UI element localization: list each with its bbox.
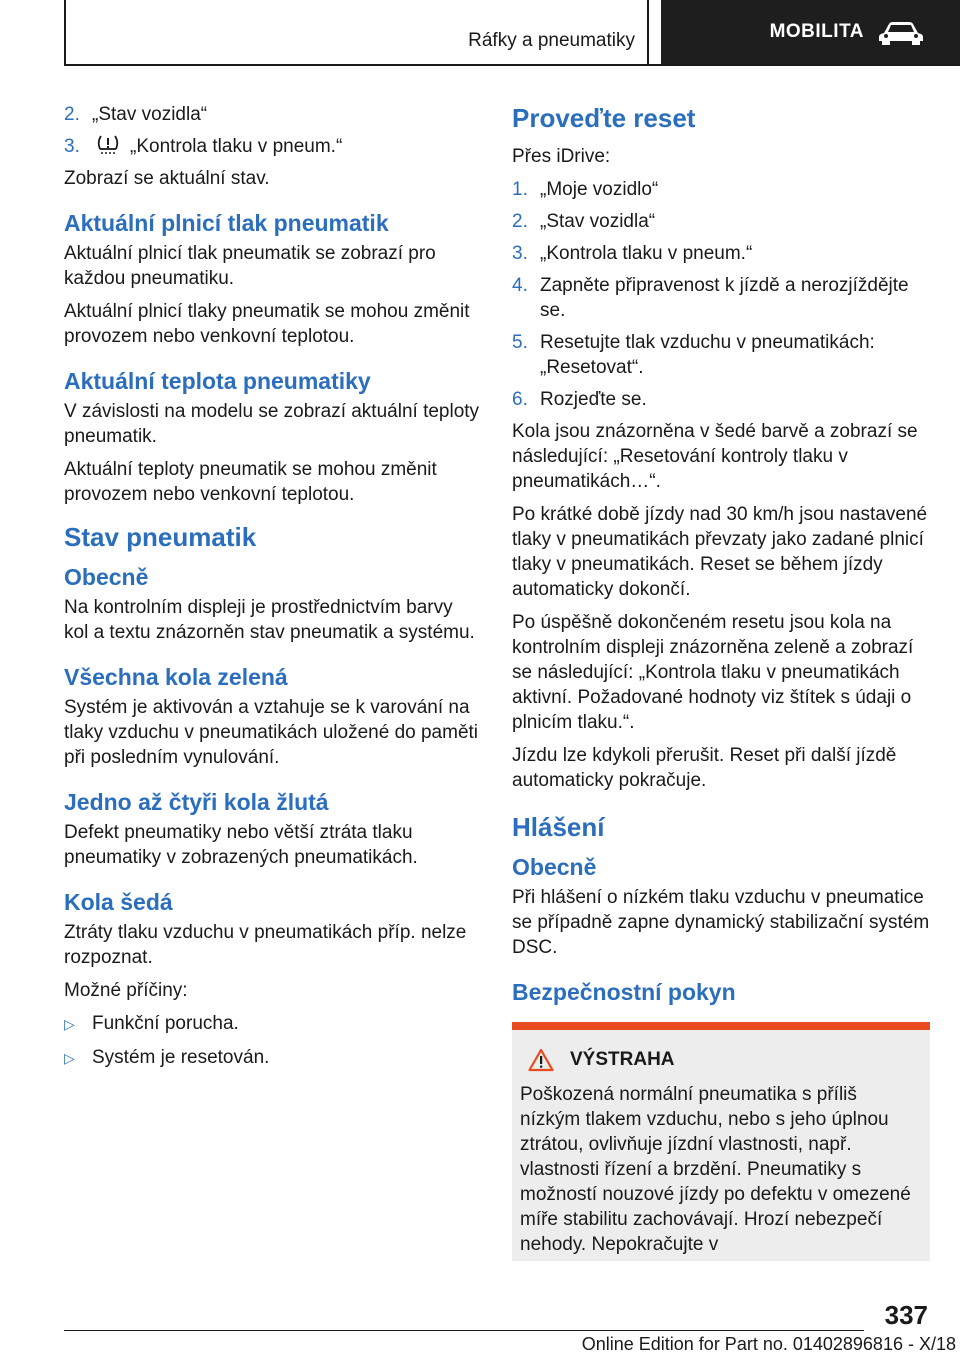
triangle-bullet-icon: ▷	[64, 1050, 75, 1066]
paragraph: Po úspěšně dokončeném resetu jsou kola na kontrolním displeji znázorněna zeleně a zobrazí se následující: „Kontrola tlaku v pneumatikách aktivní. Požadované hodnoty viz štítek s údaji o plnicím tlaku.“.	[512, 612, 914, 733]
list-item: 3. „Kontrola tlaku v pneum.“	[512, 243, 753, 264]
paragraph: Defekt pneumatiky nebo větší ztráta tlaku pneumatiky v zobrazených pneumatikách.	[64, 822, 418, 868]
heading-yellow: Jedno až čtyři kola žlutá	[64, 789, 329, 815]
list-item: 2. „Stav vozidla“	[512, 211, 656, 232]
header-left-rule	[64, 0, 66, 66]
list-item: 6. Rozjeďte se.	[512, 389, 647, 410]
heading-reset: Proveďte reset	[512, 103, 696, 133]
left-column	[64, 102, 482, 1079]
heading-tire-state: Stav pneumatik	[64, 522, 257, 552]
heading-current-temperature: Aktuální teplota pneumatiky	[64, 368, 371, 394]
heading-current-pressure: Aktuální plnicí tlak pneumatik	[64, 210, 389, 236]
paragraph: Na kontrolním displeji je prostřednictvím barvy kol a textu znázorněn stav pneumatik a systému.	[64, 597, 475, 643]
heading-grey: Kola šedá	[64, 889, 173, 915]
heading-all-green: Všechna kola zelená	[64, 664, 288, 690]
list-item: 4. Zapněte připravenost k jízdě a nerozjíždějte se.	[512, 275, 909, 321]
heading-general: Obecně	[512, 854, 597, 880]
list-item: 1. „Moje vozidlo“	[512, 179, 659, 200]
list-item: 2. „Stav vozidla“	[64, 104, 208, 125]
warning-box	[512, 1022, 930, 1261]
right-column	[512, 102, 930, 1261]
list-item: 3. „Kontrola tlaku v pneum.“	[64, 136, 343, 157]
paragraph: Po krátké době jízdy nad 30 km/h jsou nastavené tlaky v pneumatikách převzaty jako zadané plnicí tlaky v pneumatikách. Reset se během jízdy automaticky dokončí.	[512, 504, 928, 600]
warning-header	[520, 1048, 922, 1072]
heading-messages: Hlášení	[512, 812, 605, 842]
paragraph: Jízdu lze kdykoli přerušit. Reset při další jízdě automaticky pokračuje.	[512, 745, 897, 791]
chapter-tab	[661, 0, 960, 64]
header-rule	[64, 64, 960, 66]
paragraph: Zobrazí se aktuální stav.	[64, 168, 270, 189]
page-number: 337	[884, 1300, 928, 1330]
section-title: Ráfky a pneumatiky	[468, 30, 635, 51]
chapter-title: MOBILITA	[769, 21, 864, 42]
list-item: 5. Resetujte tlak vzduchu v pneumatikách: „Resetovat“.	[512, 332, 875, 378]
list-item: ▷ Funkční porucha.	[64, 1011, 482, 1037]
triangle-bullet-icon: ▷	[64, 1016, 75, 1032]
paragraph: Kola jsou znázorněna v šedé barvě a zobrazí se následující: „Resetování kontroly tlaku v pneumatikách…“.	[512, 421, 918, 492]
paragraph: Ztráty tlaku vzduchu v pneumatikách příp. nelze rozpoznat.	[64, 922, 467, 968]
paragraph: Aktuální plnicí tlaky pneumatik se mohou změnit provozem nebo venkovní teplotou.	[64, 301, 470, 347]
paragraph: Přes iDrive:	[512, 146, 611, 167]
warning-title: VÝSTRAHA	[570, 1049, 675, 1070]
list-item: ▷ Systém je resetován.	[64, 1045, 482, 1071]
warning-triangle-icon	[528, 1048, 554, 1072]
footer-rule	[64, 1330, 864, 1331]
warning-text: Poškozená normální pneumatika s příliš nízkým tlakem vzduchu, nebo s jeho úplnou ztrátou, ovlivňuje jízdní vlastnosti, např. vlastnosti řízení a brzdění. Pneumatiky s možností nouzové jízdy po defektu v omezené míře stabilitu zachovávají. Hrozí nebezpečí nehody. Nepokračujte v	[520, 1084, 911, 1255]
footer-edition: Online Edition for Part no. 01402896816 - X/18	[581, 1334, 956, 1354]
paragraph: Možné příčiny:	[64, 980, 188, 1001]
heading-safety-note: Bezpečnostní pokyn	[512, 979, 736, 1005]
car-icon	[878, 19, 924, 45]
heading-general: Obecně	[64, 564, 149, 590]
paragraph: V závislosti na modelu se zobrazí aktuální teploty pneumatik.	[64, 401, 480, 447]
paragraph: Při hlášení o nízkém tlaku vzduchu v pneumatice se případně zapne dynamický stabilizační systém DSC.	[512, 887, 930, 958]
paragraph: Systém je aktivován a vztahuje se k varování na tlaky vzduchu v pneumatikách uložené do paměti při posledním vynulování.	[64, 697, 479, 768]
paragraph: Aktuální teploty pneumatik se mohou změnit provozem nebo venkovní teplotou.	[64, 459, 437, 505]
paragraph: Aktuální plnicí tlak pneumatik se zobrazí pro každou pneumatiku.	[64, 243, 436, 289]
header-divider	[647, 0, 649, 66]
tire-pressure-warning-icon	[96, 134, 120, 156]
